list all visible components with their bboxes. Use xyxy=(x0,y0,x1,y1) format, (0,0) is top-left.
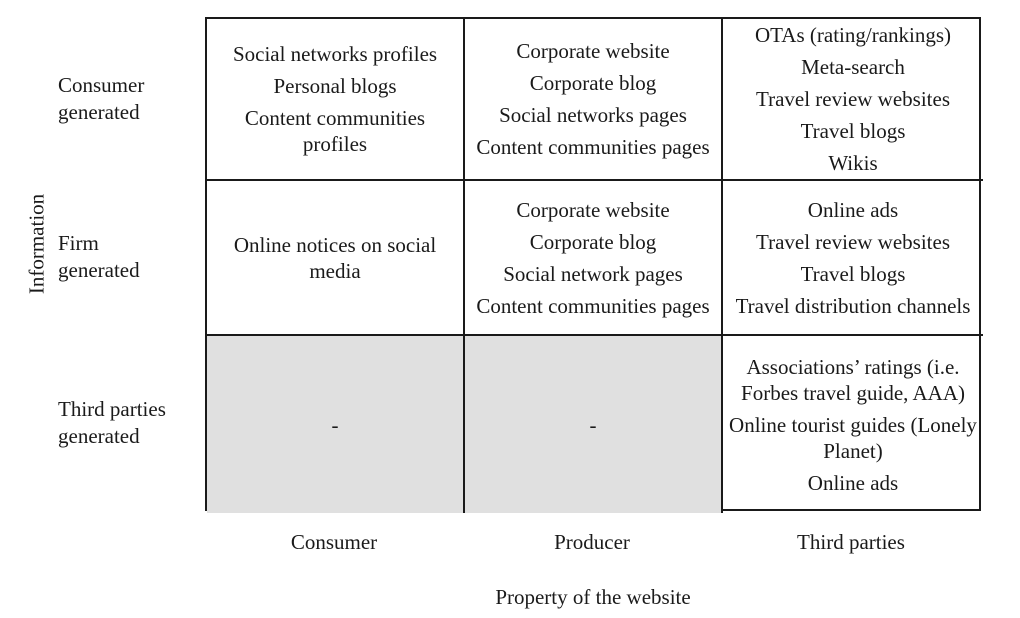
cell-item: Online ads xyxy=(807,197,899,222)
column-label-producer: Producer xyxy=(554,530,630,554)
row-label-line: Third parties xyxy=(58,397,166,421)
row-label-line: Firm xyxy=(58,231,99,255)
cell-item: Content communities profiles xyxy=(244,106,426,156)
row-label-firm-generated xyxy=(58,230,140,284)
cell-item: Online notices on social media xyxy=(233,232,437,283)
cell-item: Social networks pages xyxy=(499,103,687,127)
cell-item: Travel review websites xyxy=(755,87,950,111)
column-label-consumer: Consumer xyxy=(290,530,378,554)
cell-item: Social network pages xyxy=(503,261,683,286)
cell-item: Personal blogs xyxy=(273,74,397,98)
cell-item: Online ads xyxy=(807,470,899,495)
cell-third-parties-generated-third-parties xyxy=(723,336,983,513)
cell-item: - xyxy=(331,412,339,437)
cell-third-parties-generated-consumer xyxy=(207,336,465,513)
cell-item: Online tourist guides (Lonely Planet) xyxy=(729,412,977,463)
row-label-line: generated xyxy=(58,258,140,282)
cell-item: Content communities pages xyxy=(476,293,710,318)
row-label-consumer-generated xyxy=(58,72,144,126)
row-label-line: generated xyxy=(58,100,140,124)
cell-third-parties-generated-producer xyxy=(465,336,723,513)
x-axis-label: Property of the website xyxy=(495,585,691,609)
cell-item: Wikis xyxy=(828,151,878,175)
cell-item: Corporate blog xyxy=(529,71,657,95)
cell-item: Associations’ ratings (i.e. Forbes travel guide, AAA) xyxy=(741,354,965,405)
y-axis-label: Information xyxy=(24,193,49,295)
cell-consumer-generated-producer xyxy=(465,19,723,181)
cell-item: OTAs (rating/rankings) xyxy=(754,23,952,47)
cell-item: Content communities pages xyxy=(476,135,710,159)
row-label-line: generated xyxy=(58,424,140,448)
row-label-line: Consumer xyxy=(58,73,145,97)
cell-item: Travel distribution channels xyxy=(735,293,971,318)
cell-item: Corporate website xyxy=(516,39,670,63)
cell-firm-generated-consumer xyxy=(207,181,465,336)
cell-item: Social networks profiles xyxy=(232,42,438,66)
cell-item: Travel blogs xyxy=(800,119,906,143)
cell-item: Meta-search xyxy=(801,55,905,79)
cell-item: Corporate website xyxy=(516,197,670,222)
cell-consumer-generated-consumer xyxy=(207,19,465,181)
cell-item: Corporate blog xyxy=(529,229,657,254)
matrix-grid xyxy=(205,17,981,511)
cell-firm-generated-third-parties xyxy=(723,181,983,336)
cell-item: Travel blogs xyxy=(800,261,906,286)
row-label-third-parties-generated xyxy=(58,396,166,450)
cell-item: Travel review websites xyxy=(755,229,950,254)
cell-consumer-generated-third-parties xyxy=(723,19,983,181)
cell-firm-generated-producer xyxy=(465,181,723,336)
cell-item: - xyxy=(589,412,597,437)
column-label-third-parties: Third parties xyxy=(797,530,905,554)
